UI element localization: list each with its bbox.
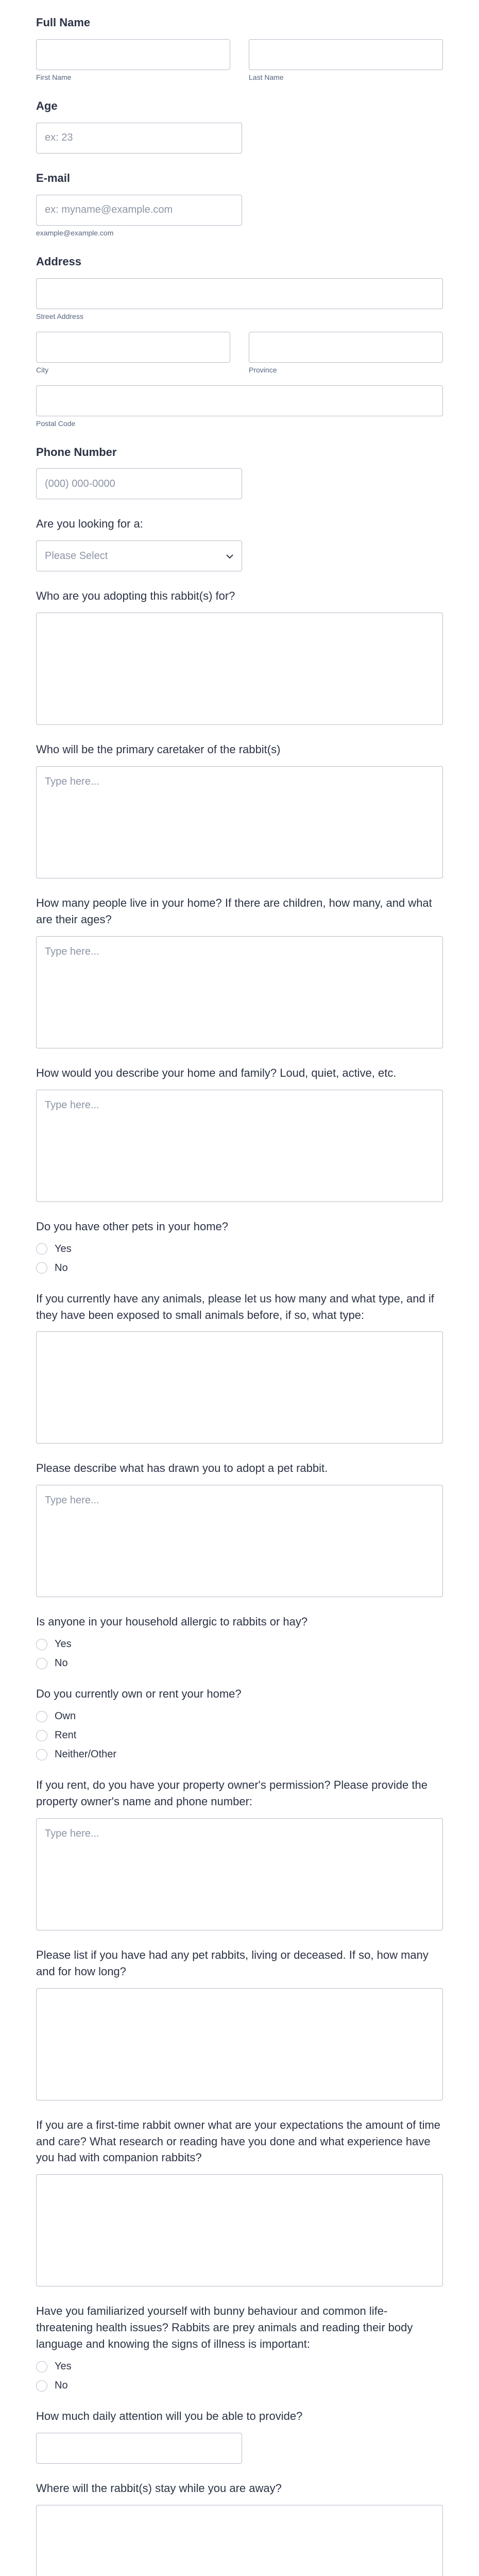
age-label: Age — [36, 99, 58, 112]
radio-label: Yes — [55, 1243, 72, 1255]
describe-home-label: How would you describe your home and family? Loud, quiet, active, etc. — [36, 1066, 397, 1079]
allergic-label: Is anyone in your household allergic to rabbits or hay? — [36, 1615, 308, 1629]
familiar-label: Have you familiarized yourself with bunny behaviour and common life-threatening health issues? Rabbits are prey animals and reading their body language and knowing the signs of illness is important: — [36, 2304, 413, 2351]
radio-circle[interactable] — [36, 2380, 47, 2392]
phone-label: Phone Number — [36, 445, 117, 459]
age-input[interactable]: ex: 23 — [36, 123, 242, 154]
radio-label: Neither/Other — [55, 1749, 117, 1760]
full-name-section — [36, 14, 443, 81]
other-pets-section — [36, 1218, 443, 1274]
radio-option[interactable] — [36, 1710, 443, 1722]
email-sublabel: example@example.com — [36, 228, 114, 237]
street-address-sublabel: Street Address — [36, 312, 83, 320]
daily-attention-section — [36, 2408, 443, 2464]
radio-circle[interactable] — [36, 1262, 47, 1274]
full-name-label: Full Name — [36, 16, 91, 29]
caretaker-textarea[interactable]: Type here... — [36, 766, 443, 878]
first-time-label: If you are a first-time rabbit owner what are your expectations the amount of time and care? What research or reading have you done and what experience have you had with companion rabbits? — [36, 2118, 441, 2164]
looking-for-label: Are you looking for a: — [36, 517, 143, 531]
radio-option[interactable] — [36, 1749, 443, 1760]
permission-textarea[interactable]: Type here... — [36, 1818, 443, 1930]
age-section — [36, 98, 443, 154]
radio-label: Yes — [55, 2361, 72, 2372]
radio-circle[interactable] — [36, 1749, 47, 1760]
animals-label: If you currently have any animals, please let us how many and what type, and if they have been exposed to small animals before, if so, what type: — [36, 1292, 434, 1321]
province-input[interactable] — [249, 332, 443, 363]
first-name-input[interactable] — [36, 39, 230, 70]
drawn-textarea[interactable]: Type here... — [36, 1485, 443, 1597]
familiar-section — [36, 2303, 443, 2392]
last-name-input[interactable] — [249, 39, 443, 70]
away-label: Where will the rabbit(s) stay while you are away? — [36, 2481, 282, 2495]
radio-option[interactable] — [36, 1243, 443, 1255]
radio-label: No — [55, 2380, 68, 2392]
first-time-textarea[interactable] — [36, 2174, 443, 2286]
radio-circle[interactable] — [36, 1639, 47, 1650]
caretaker-section — [36, 741, 443, 878]
phone-section — [36, 444, 443, 500]
radio-option[interactable] — [36, 1657, 443, 1669]
had-rabbits-textarea[interactable] — [36, 1988, 443, 2100]
animals-textarea[interactable] — [36, 1331, 443, 1444]
allergic-section — [36, 1614, 443, 1669]
people-section — [36, 895, 443, 1048]
postal-code-sublabel: Postal Code — [36, 419, 76, 428]
radio-circle[interactable] — [36, 1711, 47, 1722]
radio-label: Rent — [55, 1730, 77, 1741]
email-input[interactable]: ex: myname@example.com — [36, 195, 242, 226]
street-address-input[interactable] — [36, 278, 443, 309]
own-rent-section — [36, 1686, 443, 1760]
had-rabbits-section — [36, 1947, 443, 2100]
radio-label: Yes — [55, 1638, 72, 1650]
radio-option[interactable] — [36, 1730, 443, 1741]
caretaker-label: Who will be the primary caretaker of the rabbit(s) — [36, 743, 281, 756]
adopting-for-textarea[interactable] — [36, 613, 443, 725]
select-value: Please Select — [45, 550, 108, 562]
email-section — [36, 170, 443, 237]
adopting-for-section — [36, 588, 443, 725]
people-textarea[interactable]: Type here... — [36, 936, 443, 1048]
daily-attention-input[interactable] — [36, 2433, 242, 2464]
last-name-sublabel: Last Name — [249, 73, 284, 81]
describe-home-section — [36, 1065, 443, 1202]
first-time-section — [36, 2117, 443, 2287]
address-label: Address — [36, 255, 82, 268]
phone-input[interactable]: (000) 000-0000 — [36, 468, 242, 499]
permission-section — [36, 1777, 443, 1930]
address-section — [36, 253, 443, 428]
people-label: How many people live in your home? If there are children, how many, and what are their ages? — [36, 896, 432, 926]
adopting-for-label: Who are you adopting this rabbit(s) for? — [36, 589, 235, 603]
own-rent-label: Do you currently own or rent your home? — [36, 1687, 242, 1701]
drawn-label: Please describe what has drawn you to adopt a pet rabbit. — [36, 1462, 328, 1475]
daily-attention-label: How much daily attention will you be able to provide? — [36, 2410, 303, 2423]
looking-for-section — [36, 516, 443, 571]
radio-circle[interactable] — [36, 1658, 47, 1669]
radio-circle[interactable] — [36, 2361, 47, 2372]
chevron-down-icon — [226, 550, 233, 562]
permission-label: If you rent, do you have your property owner's permission? Please provide the property owner's name and phone number: — [36, 1778, 427, 1808]
city-sublabel: City — [36, 365, 49, 374]
radio-label: Own — [55, 1710, 76, 1722]
radio-option[interactable] — [36, 1262, 443, 1274]
email-label: E-mail — [36, 171, 71, 184]
radio-circle[interactable] — [36, 1243, 47, 1255]
radio-option[interactable] — [36, 2380, 443, 2392]
radio-option[interactable] — [36, 2361, 443, 2372]
animals-section — [36, 1291, 443, 1444]
first-name-sublabel: First Name — [36, 73, 72, 81]
city-input[interactable] — [36, 332, 230, 363]
radio-label: No — [55, 1262, 68, 1274]
other-pets-label: Do you have other pets in your home? — [36, 1219, 229, 1233]
looking-for-select[interactable] — [36, 540, 242, 571]
radio-option[interactable] — [36, 1638, 443, 1650]
drawn-section — [36, 1460, 443, 1597]
describe-home-textarea[interactable]: Type here... — [36, 1090, 443, 1202]
radio-label: No — [55, 1657, 68, 1669]
away-textarea[interactable] — [36, 2505, 443, 2576]
away-section — [36, 2480, 443, 2576]
province-sublabel: Province — [249, 365, 277, 374]
had-rabbits-label: Please list if you have had any pet rabbits, living or deceased. If so, how many and for how long? — [36, 1948, 429, 1978]
postal-code-input[interactable] — [36, 385, 443, 416]
radio-circle[interactable] — [36, 1730, 47, 1741]
